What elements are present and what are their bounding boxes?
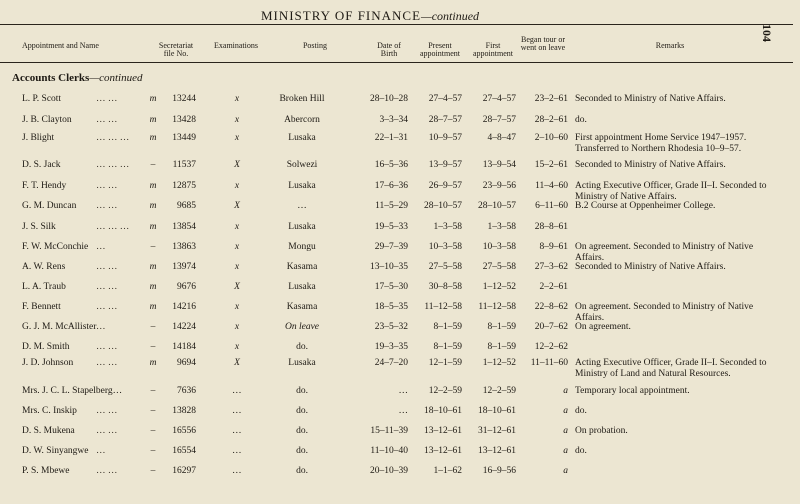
date-of-birth: 24–7–20: [374, 358, 408, 368]
marital-mark: –: [150, 426, 156, 436]
table-row: [0, 94, 800, 108]
marital-mark: m: [149, 115, 157, 125]
first-appointment: 1–3–58: [487, 222, 516, 232]
first-appointment: 18–10–61: [478, 406, 516, 416]
first-appointment: 16–9–56: [482, 466, 516, 476]
table-row: [0, 115, 800, 129]
page-title-main: MINISTRY OF FINANCE: [260, 8, 422, 23]
table-row: [0, 262, 800, 276]
date-of-birth: 13–10–35: [370, 262, 408, 272]
present-appointment: 26–9–57: [428, 181, 462, 191]
staff-name: L. P. Scott: [22, 94, 62, 104]
header-appointment: Appointment and Name: [22, 41, 99, 50]
section-label: Accounts Clerks: [12, 72, 90, 84]
exam-mark: x: [234, 181, 240, 191]
leader-dots: … …: [96, 262, 118, 272]
posting: do.: [296, 446, 308, 456]
present-appointment: 27–4–57: [428, 94, 462, 104]
marital-mark: –: [150, 466, 156, 476]
posting: Lusaka: [288, 181, 316, 191]
exam-mark: x: [234, 262, 240, 272]
began-tour: 8–9–61: [539, 242, 568, 252]
first-appointment: 28–7–57: [482, 115, 516, 125]
staff-name: D. S. Mukena: [22, 426, 75, 436]
posting: do.: [296, 386, 308, 396]
file-number: 13974: [172, 262, 196, 272]
file-number: 13863: [172, 242, 196, 252]
leader-dots: … …: [96, 406, 118, 416]
leader-dots: … …: [96, 358, 118, 368]
remarks: Acting Executive Officer, Grade II–I. Seconded to Ministry of Native Affairs.: [575, 181, 767, 202]
posting: Mongu: [288, 242, 316, 252]
marital-mark: m: [149, 94, 157, 104]
exam-mark: X: [234, 282, 240, 292]
present-appointment: 11–12–58: [424, 302, 462, 312]
marital-mark: m: [149, 302, 157, 312]
marital-mark: –: [150, 386, 156, 396]
leader-dots: … …: [96, 181, 118, 191]
began-tour: 6–11–60: [535, 201, 568, 211]
marital-mark: –: [150, 322, 156, 332]
present-appointment: 28–10–57: [424, 201, 462, 211]
leader-dots: … …: [96, 426, 118, 436]
present-appointment: 1–1–62: [433, 466, 462, 476]
table-row: [0, 242, 800, 263]
marital-mark: m: [149, 181, 157, 191]
table-row: [0, 342, 800, 356]
first-appointment: 12–2–59: [482, 386, 516, 396]
present-appointment: 8–1–59: [433, 322, 462, 332]
date-of-birth: 20–10–39: [370, 466, 408, 476]
first-appointment: 1–12–52: [482, 358, 516, 368]
file-number: 11537: [172, 160, 196, 170]
began-tour: 28–2–61: [534, 115, 568, 125]
remarks: First appointment Home Service 1947–1957. Transferred to Northern Rhodesia 10–9–57.: [575, 133, 747, 154]
marital-mark: m: [149, 282, 157, 292]
date-of-birth: 3–3–34: [379, 115, 408, 125]
file-number: 12875: [172, 181, 196, 191]
first-appointment: 23–9–56: [482, 181, 516, 191]
began-tour: 12–2–62: [534, 342, 568, 352]
began-tour: 23–2–61: [534, 94, 568, 104]
present-appointment: 18–10–61: [424, 406, 462, 416]
began-tour: 28–8–61: [534, 222, 568, 232]
began-tour: a: [563, 466, 568, 476]
present-appointment: 13–12–61: [424, 446, 462, 456]
leader-dots: … …: [96, 94, 118, 104]
present-appointment: 1–3–58: [433, 222, 462, 232]
leader-dots: … …: [96, 342, 118, 352]
header-present: Present appointment: [420, 41, 460, 58]
leader-dots: … …: [96, 115, 118, 125]
marital-mark: –: [150, 242, 156, 252]
present-appointment: 12–2–59: [428, 386, 462, 396]
table-row: [0, 386, 800, 400]
present-appointment: 28–7–57: [428, 115, 462, 125]
staff-name: J. B. Clayton: [22, 115, 72, 125]
table-row: [0, 181, 800, 202]
table-row: [0, 160, 800, 174]
date-of-birth: 15–11–39: [370, 426, 408, 436]
remarks: Seconded to Ministry of Native Affairs.: [575, 160, 726, 170]
staff-name: D. W. Sinyangwe: [22, 446, 89, 456]
began-tour: 22–8–62: [534, 302, 568, 312]
leader-dots: … … …: [96, 133, 130, 143]
posting: Lusaka: [288, 133, 316, 143]
exam-mark: X: [234, 160, 240, 170]
posting: do.: [296, 426, 308, 436]
began-tour: 11–11–60: [530, 358, 568, 368]
leader-dots: … … …: [96, 160, 130, 170]
file-number: 13449: [172, 133, 196, 143]
table-row: [0, 446, 800, 460]
present-appointment: 10–9–57: [428, 133, 462, 143]
file-number: 14224: [172, 322, 196, 332]
section-heading: [12, 72, 142, 84]
staff-name: J. D. Johnson: [22, 358, 74, 368]
staff-name: Mrs. J. C. L. Stapelberg…: [22, 386, 123, 396]
present-appointment: 27–5–58: [428, 262, 462, 272]
file-number: 7636: [177, 386, 196, 396]
header-posting: Posting: [302, 41, 327, 50]
date-of-birth: 28–10–28: [370, 94, 408, 104]
leader-dots: … …: [96, 302, 118, 312]
table-row: [0, 406, 800, 420]
file-number: 13854: [172, 222, 196, 232]
staff-name: G. M. Duncan: [22, 201, 77, 211]
header-first: First appointment: [473, 41, 513, 58]
exam-mark: X: [234, 201, 240, 211]
page-title: [0, 8, 740, 24]
file-number: 9694: [177, 358, 196, 368]
date-of-birth: …: [398, 386, 408, 396]
date-of-birth: 19–3–35: [374, 342, 408, 352]
file-number: 16554: [172, 446, 196, 456]
remarks: On agreement. Seconded to Ministry of Native Affairs.: [575, 302, 754, 323]
began-tour: a: [563, 426, 568, 436]
leader-dots: …: [96, 322, 106, 332]
remarks: Temporary local appointment.: [575, 386, 690, 396]
first-appointment: 28–10–57: [478, 201, 516, 211]
posting: Abercorn: [284, 115, 320, 125]
file-number: 16297: [172, 466, 196, 476]
section-suffix: —continued: [89, 72, 143, 84]
date-of-birth: 17–6–36: [374, 181, 408, 191]
first-appointment: 1–12–52: [482, 282, 516, 292]
remarks: On agreement.: [575, 322, 631, 332]
date-of-birth: 17–5–30: [374, 282, 408, 292]
first-appointment: 4–8–47: [487, 133, 516, 143]
file-number: 13244: [172, 94, 196, 104]
staff-name: A. W. Rens: [22, 262, 66, 272]
file-number: 14216: [172, 302, 196, 312]
header-tour: Began tour or went on leave: [520, 35, 566, 52]
leader-dots: … …: [96, 201, 118, 211]
date-of-birth: 16–5–36: [374, 160, 408, 170]
staff-name: G. J. M. McAllister: [22, 322, 97, 332]
remarks: Seconded to Ministry of Native Affairs.: [575, 262, 726, 272]
page-number: 104: [760, 24, 774, 42]
began-tour: 2–10–60: [534, 133, 568, 143]
posting: Kasama: [286, 262, 318, 272]
staff-name: J. S. Silk: [22, 222, 56, 232]
first-appointment: 13–9–54: [482, 160, 516, 170]
present-appointment: 10–3–58: [428, 242, 462, 252]
table-row: [0, 426, 800, 440]
table-row: [0, 133, 800, 154]
header-file: Secretariat file No.: [158, 41, 194, 58]
marital-mark: m: [149, 201, 157, 211]
date-of-birth: 18–5–35: [374, 302, 408, 312]
table-row: [0, 201, 800, 215]
marital-mark: m: [149, 222, 157, 232]
began-tour: a: [563, 406, 568, 416]
first-appointment: 8–1–59: [487, 342, 516, 352]
first-appointment: 11–12–58: [478, 302, 516, 312]
top-rule: [0, 24, 793, 25]
leader-dots: …: [96, 242, 106, 252]
exam-mark: x: [234, 302, 240, 312]
header-remarks: Remarks: [655, 41, 685, 50]
began-tour: 15–2–61: [534, 160, 568, 170]
remarks: On probation.: [575, 426, 628, 436]
header-exams: Examinations: [214, 41, 258, 50]
staff-name: D. M. Smith: [22, 342, 70, 352]
exam-mark: x: [234, 133, 240, 143]
remarks: Acting Executive Officer, Grade II–I. Seconded to Ministry of Land and Natural Resources.: [575, 358, 767, 379]
exam-mark: x: [234, 115, 240, 125]
present-appointment: 30–8–58: [428, 282, 462, 292]
exam-mark: x: [234, 242, 240, 252]
table-row: [0, 222, 800, 236]
file-number: 16556: [172, 426, 196, 436]
began-tour: a: [563, 386, 568, 396]
header-dob: Date of Birth: [377, 41, 401, 58]
remarks: On agreement. Seconded to Ministry of Native Affairs.: [575, 242, 754, 263]
posting: Solwezi: [286, 160, 318, 170]
leader-dots: … … …: [96, 222, 130, 232]
posting: Lusaka: [288, 282, 316, 292]
remarks: do.: [575, 115, 587, 125]
marital-mark: m: [149, 262, 157, 272]
table-row: [0, 466, 800, 480]
remarks: do.: [575, 446, 587, 456]
date-of-birth: 11–5–29: [375, 201, 408, 211]
marital-mark: m: [149, 358, 157, 368]
marital-mark: –: [150, 406, 156, 416]
file-number: 13828: [172, 406, 196, 416]
table-row: [0, 322, 800, 336]
staff-name: P. S. Mbewe: [22, 466, 70, 476]
exam-mark: x: [234, 222, 240, 232]
began-tour: 20–7–62: [534, 322, 568, 332]
header-rule: [0, 62, 793, 63]
date-of-birth: 19–5–33: [374, 222, 408, 232]
exam-mark: X: [234, 358, 240, 368]
exam-mark: …: [232, 406, 242, 416]
posting: do.: [296, 466, 308, 476]
exam-mark: x: [234, 342, 240, 352]
table-row: [0, 302, 800, 323]
date-of-birth: …: [398, 406, 408, 416]
present-appointment: 12–1–59: [428, 358, 462, 368]
began-tour: a: [563, 446, 568, 456]
leader-dots: … …: [96, 466, 118, 476]
date-of-birth: 23–5–32: [374, 322, 408, 332]
file-number: 13428: [172, 115, 196, 125]
present-appointment: 8–1–59: [433, 342, 462, 352]
exam-mark: x: [234, 94, 240, 104]
staff-name: Mrs. C. Inskip: [22, 406, 77, 416]
staff-name: F. T. Hendy: [22, 181, 67, 191]
remarks: do.: [575, 406, 587, 416]
exam-mark: …: [232, 386, 242, 396]
first-appointment: 27–5–58: [482, 262, 516, 272]
present-appointment: 13–9–57: [428, 160, 462, 170]
first-appointment: 10–3–58: [482, 242, 516, 252]
date-of-birth: 22–1–31: [374, 133, 408, 143]
began-tour: 2–2–61: [539, 282, 568, 292]
posting: Lusaka: [288, 222, 316, 232]
table-row: [0, 282, 800, 296]
first-appointment: 31–12–61: [478, 426, 516, 436]
leader-dots: …: [96, 446, 106, 456]
posting: Lusaka: [288, 358, 316, 368]
first-appointment: 13–12–61: [478, 446, 516, 456]
first-appointment: 8–1–59: [487, 322, 516, 332]
present-appointment: 13–12–61: [424, 426, 462, 436]
date-of-birth: 29–7–39: [374, 242, 408, 252]
staff-name: D. S. Jack: [22, 160, 61, 170]
exam-mark: …: [232, 426, 242, 436]
posting: do.: [296, 406, 308, 416]
began-tour: 27–3–62: [534, 262, 568, 272]
marital-mark: –: [150, 446, 156, 456]
exam-mark: x: [234, 322, 240, 332]
staff-name: F. Bennett: [22, 302, 61, 312]
first-appointment: 27–4–57: [482, 94, 516, 104]
leader-dots: … …: [96, 282, 118, 292]
marital-mark: –: [150, 160, 156, 170]
file-number: 9676: [177, 282, 196, 292]
exam-mark: …: [232, 446, 242, 456]
remarks: Seconded to Ministry of Native Affairs.: [575, 94, 726, 104]
date-of-birth: 11–10–40: [370, 446, 408, 456]
staff-name: L. A. Traub: [22, 282, 66, 292]
posting: do.: [296, 342, 308, 352]
file-number: 14184: [172, 342, 196, 352]
marital-mark: –: [150, 342, 156, 352]
marital-mark: m: [149, 133, 157, 143]
page-title-suffix: —continued: [421, 9, 480, 23]
table-row: [0, 358, 800, 379]
file-number: 9685: [177, 201, 196, 211]
remarks: B.2 Course at Oppenheimer College.: [575, 201, 716, 211]
posting: …: [297, 201, 307, 211]
staff-name: J. Blight: [22, 133, 55, 143]
posting: Broken Hill: [279, 94, 325, 104]
posting: On leave: [284, 322, 320, 332]
began-tour: 11–4–60: [535, 181, 568, 191]
posting: Kasama: [286, 302, 318, 312]
exam-mark: …: [232, 466, 242, 476]
staff-name: F. W. McConchie: [22, 242, 89, 252]
